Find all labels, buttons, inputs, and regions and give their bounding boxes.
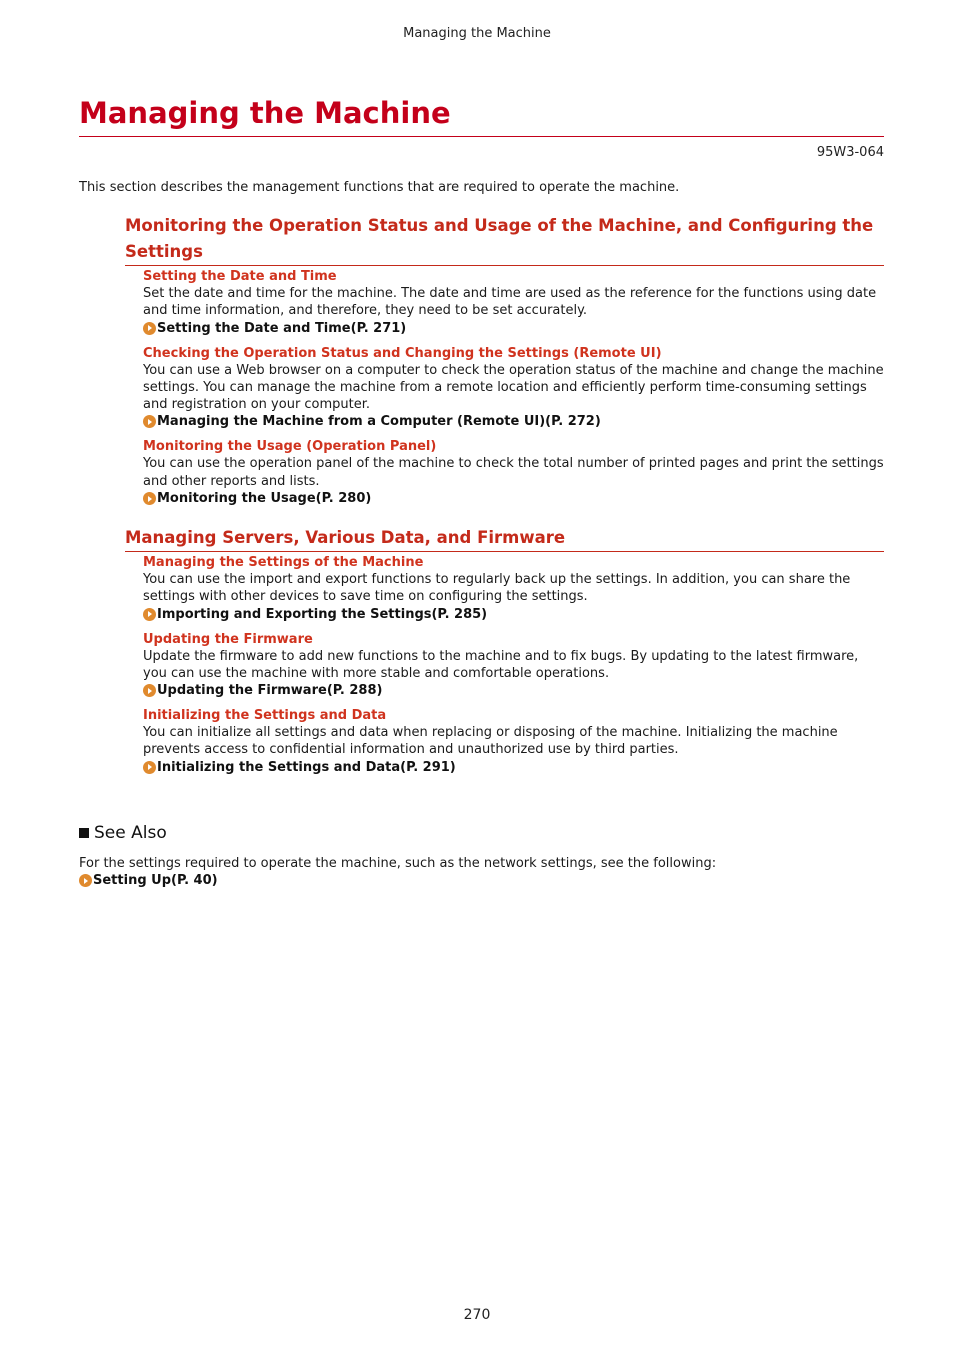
see-also-heading-text: See Also <box>94 823 167 843</box>
topic-remote-ui <box>143 345 884 431</box>
running-header: Managing the Machine <box>403 26 551 41</box>
topic-description: You can initialize all settings and data when replacing or disposing of the machine. Initializing the machine prevents access to confidential information and unauthorized use by third parties. <box>143 725 838 758</box>
section-heading: Monitoring the Operation Status and Usage of the Machine, and Configuring the Settings <box>125 213 884 266</box>
topic-title: Updating the Firmware <box>143 631 313 647</box>
section-managing-servers <box>125 525 884 784</box>
link-setting-up[interactable] <box>79 872 884 889</box>
topic-description: Update the firmware to add new functions to the machine and to fix bugs. By updating to the latest firmware, you can use the machine with more stable and comfortable operations. <box>143 648 859 681</box>
topic-title: Setting the Date and Time <box>143 269 337 284</box>
see-also-text: For the settings required to operate the machine, such as the network settings, see the following: <box>79 856 717 871</box>
circle-arrow-right-icon <box>143 415 156 428</box>
link-text[interactable]: Initializing the Settings and Data(P. 291) <box>157 759 456 775</box>
circle-arrow-right-icon <box>143 322 156 335</box>
topic-updating-firmware <box>143 631 884 700</box>
topic-title: Initializing the Settings and Data <box>143 708 387 724</box>
page-title: Managing the Machine <box>79 93 884 137</box>
topic-title: Monitoring the Usage (Operation Panel) <box>143 439 437 455</box>
topic-description: You can use a Web browser on a computer to check the operation status of the machine and change the machine settings. You can manage the machine from a remote location and efficiently perform time-consuming settings and registration on your computer. <box>143 362 884 413</box>
see-also-body <box>79 855 884 889</box>
topic-managing-settings <box>143 554 884 623</box>
see-also-heading <box>79 823 167 843</box>
topic-description: You can use the operation panel of the machine to check the total number of printed pages and print the settings and other reports and lists. <box>143 456 884 489</box>
topic-date-time <box>143 268 884 337</box>
black-square-icon <box>79 828 89 838</box>
circle-arrow-right-icon <box>143 608 156 621</box>
link-import-export[interactable] <box>143 606 884 623</box>
topic-monitoring-usage <box>143 438 884 507</box>
link-text[interactable]: Setting the Date and Time(P. 271) <box>157 320 407 336</box>
link-text[interactable]: Importing and Exporting the Settings(P. 285) <box>157 606 488 622</box>
topic-title: Managing the Settings of the Machine <box>143 555 424 570</box>
circle-arrow-right-icon <box>143 684 156 697</box>
topic-title: Checking the Operation Status and Changing the Settings (Remote UI) <box>143 345 662 361</box>
link-monitoring-usage[interactable] <box>143 490 884 507</box>
link-remote-ui[interactable] <box>143 413 884 430</box>
link-text[interactable]: Setting Up(P. 40) <box>93 873 218 889</box>
link-text[interactable]: Managing the Machine from a Computer (Remote UI)(P. 272) <box>157 414 601 430</box>
topic-description: Set the date and time for the machine. The date and time are used as the reference for the functions using date and time information, and therefore, they need to be set accurately. <box>143 286 877 319</box>
intro-text: This section describes the management functions that are required to operate the machine. <box>79 180 680 195</box>
page-number: 270 <box>463 1307 491 1323</box>
link-setting-date-time[interactable] <box>143 320 884 337</box>
circle-arrow-right-icon <box>79 874 92 887</box>
link-initializing[interactable] <box>143 759 884 776</box>
link-updating-firmware[interactable] <box>143 682 884 699</box>
link-text[interactable]: Monitoring the Usage(P. 280) <box>157 491 372 507</box>
topic-initializing <box>143 707 884 776</box>
document-code: 95W3-064 <box>816 145 884 160</box>
topic-description: You can use the import and export functions to regularly back up the settings. In addition, you can share the settings with other devices to save time on configuring the settings. <box>143 572 851 605</box>
circle-arrow-right-icon <box>143 761 156 774</box>
link-text[interactable]: Updating the Firmware(P. 288) <box>157 683 383 699</box>
section-heading: Managing Servers, Various Data, and Firmware <box>125 525 884 552</box>
circle-arrow-right-icon <box>143 492 156 505</box>
section-monitoring <box>125 213 884 515</box>
